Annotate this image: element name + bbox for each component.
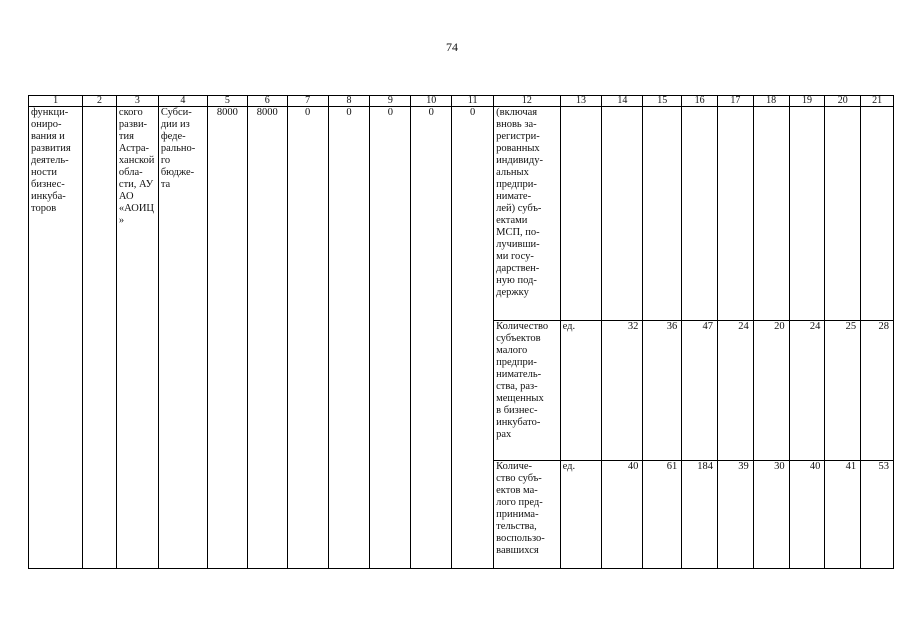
value-cell	[602, 107, 643, 321]
column-number: 21	[861, 96, 894, 107]
column-number: 13	[560, 96, 602, 107]
column-number: 19	[789, 96, 825, 107]
unit-cell: ед.	[560, 461, 602, 569]
column-number: 10	[411, 96, 452, 107]
unit-cell: ед.	[560, 321, 602, 461]
executor-cell: ского разви- тия Астра- ханской обла- сти, АУ АО «АОИЦ»	[116, 107, 158, 569]
indicator-name-cell: Количество субъектов малого предпри- ниматель- ства, раз- мещенных в бизнес- инкубато- рах	[494, 321, 560, 461]
table-row	[29, 107, 894, 321]
value-cell: 40	[602, 461, 643, 569]
value-cell: 61	[643, 461, 682, 569]
empty-cell	[83, 107, 117, 569]
value-cell: 24	[789, 321, 825, 461]
value-cell	[861, 107, 894, 321]
column-number: 5	[207, 96, 247, 107]
column-number: 11	[452, 96, 494, 107]
column-number: 18	[753, 96, 789, 107]
column-number: 15	[643, 96, 682, 107]
column-number: 9	[370, 96, 411, 107]
column-number: 14	[602, 96, 643, 107]
column-number: 3	[116, 96, 158, 107]
value-cell: 41	[825, 461, 861, 569]
value-cell: 36	[643, 321, 682, 461]
value-cell: 28	[861, 321, 894, 461]
event-name-cell: функци- ониро- вания и развития деятель- ности бизнес- инкуба- торов	[29, 107, 83, 569]
column-number: 4	[158, 96, 207, 107]
amount-cell: 0	[328, 107, 370, 569]
value-cell: 20	[753, 321, 789, 461]
column-number: 8	[328, 96, 370, 107]
value-cell	[643, 107, 682, 321]
amount-cell: 0	[287, 107, 328, 569]
value-cell	[682, 107, 718, 321]
value-cell: 40	[789, 461, 825, 569]
column-number: 17	[718, 96, 754, 107]
value-cell: 24	[718, 321, 754, 461]
value-cell: 30	[753, 461, 789, 569]
column-number: 12	[494, 96, 560, 107]
column-number-row	[29, 96, 894, 107]
value-cell: 53	[861, 461, 894, 569]
amount-cell: 0	[452, 107, 494, 569]
column-number: 1	[29, 96, 83, 107]
funding-source-cell: Субси- дии из феде- рально- го бюдже- та	[158, 107, 207, 569]
indicator-name-cell: Количе- ство субъ- ектов ма- лого пред- принима- тельства, воспользо- вавшихся	[494, 461, 560, 569]
column-number: 16	[682, 96, 718, 107]
value-cell: 32	[602, 321, 643, 461]
value-cell	[718, 107, 754, 321]
column-number: 7	[287, 96, 328, 107]
value-cell: 184	[682, 461, 718, 569]
column-number: 6	[247, 96, 287, 107]
program-table	[28, 95, 894, 569]
column-number: 20	[825, 96, 861, 107]
value-cell: 25	[825, 321, 861, 461]
value-cell: 47	[682, 321, 718, 461]
value-cell	[825, 107, 861, 321]
amount-cell: 0	[370, 107, 411, 569]
page-number: 74	[446, 40, 458, 54]
column-number: 2	[83, 96, 117, 107]
amount-cell: 8000	[247, 107, 287, 569]
amount-cell: 8000	[207, 107, 247, 569]
indicator-name-cell: (включая вновь за- регистри- рованных индивиду- альных предпри- нимате- лей) субъ- ектами МСП, по- лучивши- ми госу- дарствен- ную под- держку	[494, 107, 560, 321]
amount-cell: 0	[411, 107, 452, 569]
value-cell	[753, 107, 789, 321]
value-cell	[789, 107, 825, 321]
value-cell: 39	[718, 461, 754, 569]
unit-cell	[560, 107, 602, 321]
